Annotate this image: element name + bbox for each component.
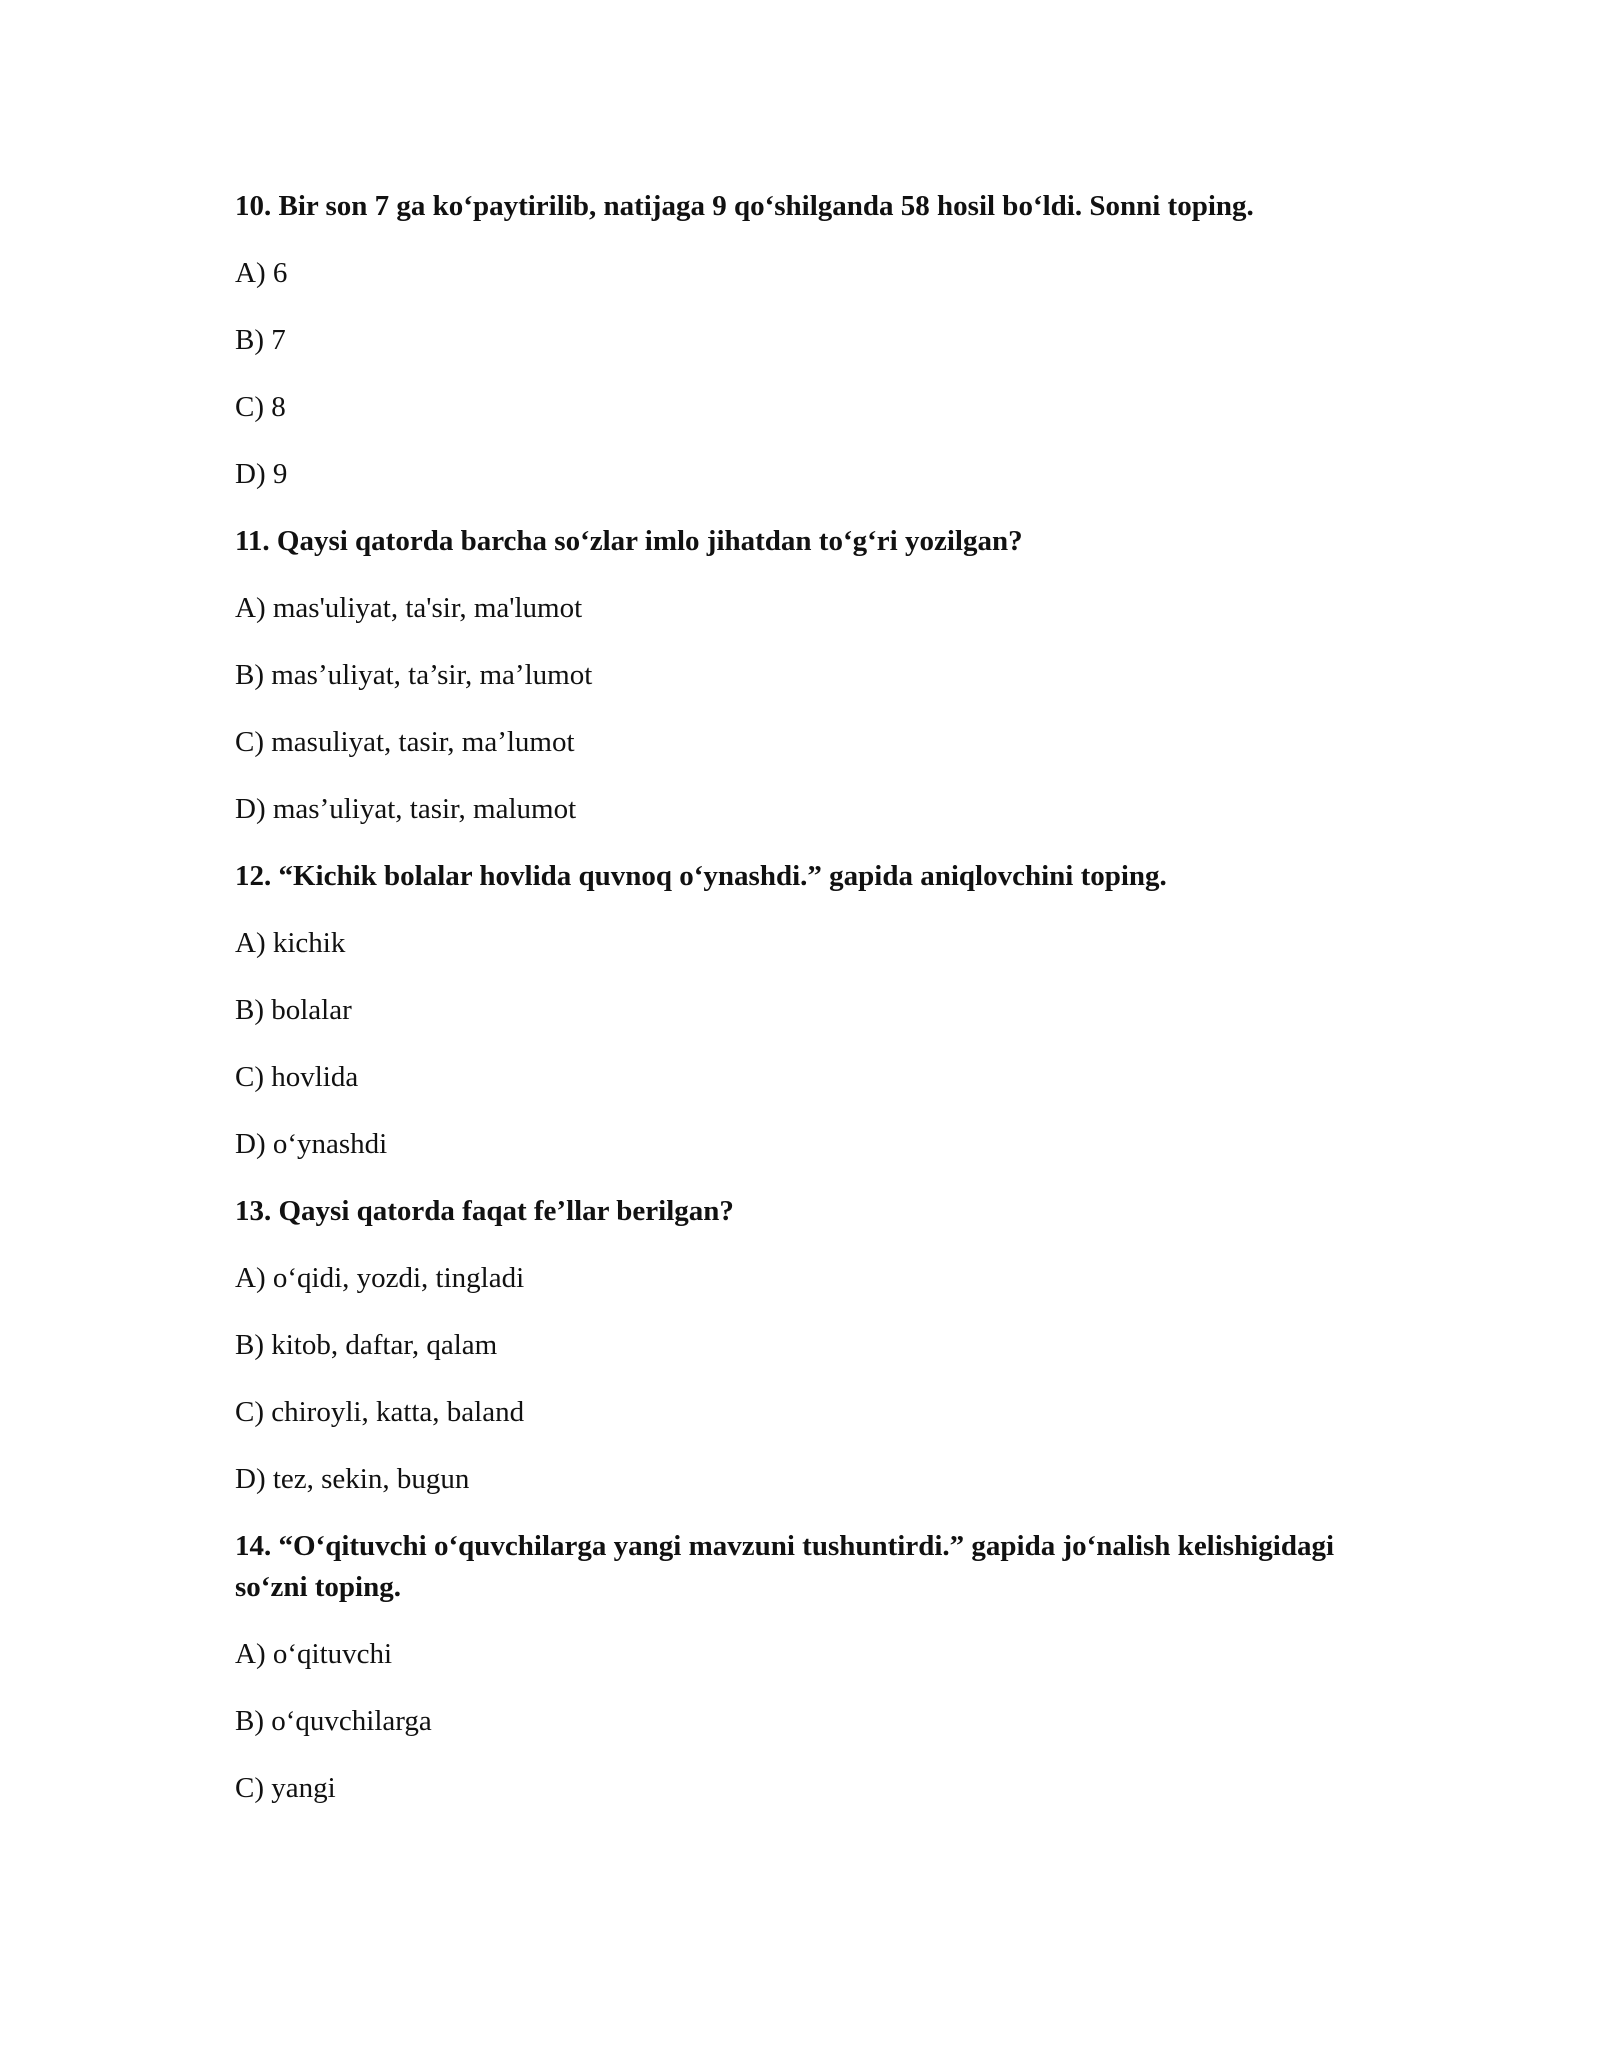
- option-c: C) masuliyat, tasir, ma’lumot: [235, 726, 575, 758]
- question-14: [235, 1526, 1365, 1809]
- option-a: A) mas'uliyat, ta'sir, ma'lumot: [235, 592, 583, 624]
- question-text: 10. Bir son 7 ga ko‘paytirilib, natijaga 9 qo‘shilganda 58 hosil bo‘ldi. Sonni toping.: [235, 190, 1254, 222]
- question-11: [235, 521, 1365, 830]
- question-13: [235, 1191, 1365, 1500]
- question-10: [235, 186, 1365, 495]
- option-d: D) o‘ynashdi: [235, 1128, 388, 1160]
- option-b: B) kitob, daftar, qalam: [235, 1329, 498, 1361]
- option-a: A) 6: [235, 257, 288, 289]
- question-text: 13. Qaysi qatorda faqat fe’llar berilgan?: [235, 1195, 734, 1227]
- option-b: B) bolalar: [235, 994, 352, 1026]
- option-c: C) hovlida: [235, 1061, 359, 1093]
- option-a: A) kichik: [235, 927, 346, 959]
- option-b: B) mas’uliyat, ta’sir, ma’lumot: [235, 659, 593, 691]
- question-text: 12. “Kichik bolalar hovlida quvnoq o‘ynashdi.” gapida aniqlovchini toping.: [235, 860, 1167, 892]
- option-c: C) yangi: [235, 1772, 336, 1804]
- question-12: [235, 856, 1365, 1165]
- option-d: D) 9: [235, 458, 288, 490]
- option-c: C) chiroyli, katta, baland: [235, 1396, 525, 1428]
- question-text: 11. Qaysi qatorda barcha so‘zlar imlo jihatdan to‘g‘ri yozilgan?: [235, 525, 1023, 557]
- question-text: 14. “O‘qituvchi o‘quvchilarga yangi mavzuni tushuntirdi.” gapida jo‘nalish kelishigidagi so‘zni toping.: [235, 1530, 1335, 1603]
- option-a: A) o‘qidi, yozdi, tingladi: [235, 1262, 525, 1294]
- option-b: B) 7: [235, 324, 286, 356]
- document-page: [235, 186, 1365, 1835]
- option-c: C) 8: [235, 391, 286, 423]
- option-a: A) o‘qituvchi: [235, 1638, 393, 1670]
- option-b: B) o‘quvchilarga: [235, 1705, 432, 1737]
- option-d: D) tez, sekin, bugun: [235, 1463, 470, 1495]
- option-d: D) mas’uliyat, tasir, malumot: [235, 793, 577, 825]
